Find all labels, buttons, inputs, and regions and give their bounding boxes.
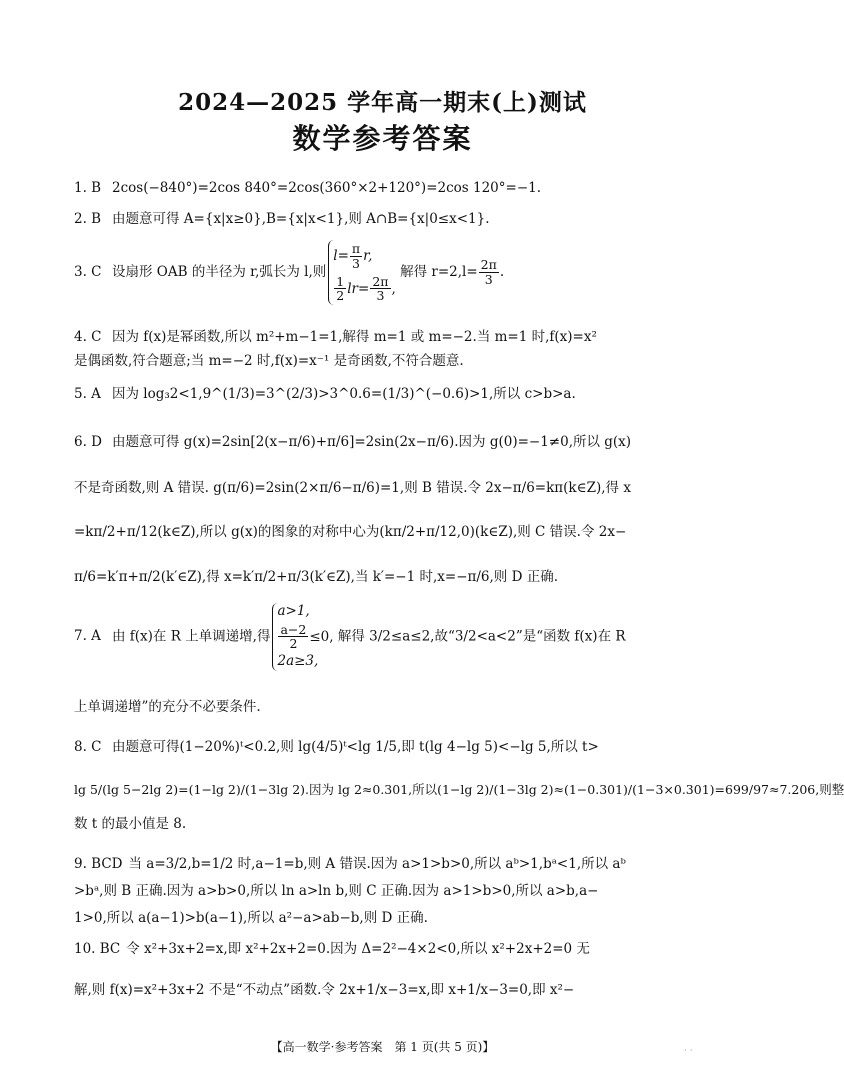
answer-text: 解得 r=2,l= [400, 264, 478, 280]
answer-number: 3. C [74, 264, 102, 280]
exam-title: 2024—2025 学年高一期末(上)测试 [178, 89, 587, 116]
answer-number: 8. C [74, 739, 102, 755]
answer-text: 令 x²+3x+2=x,即 x²+2x+2=0.因为 Δ=2²−4×2<0,所以 x²+2x+2=0 无 [126, 941, 590, 957]
answer-text-line: 1>0,所以 a(a−1)>b(a−1),所以 a²−a>ab−b,则 D 正确. [74, 910, 428, 926]
answer-text: 由题意可得(1−20%)ᵗ<0.2,则 lg(4/5)ᵗ<lg 1/5,即 t(lg 4−lg 5)<−lg 5,所以 t> [112, 739, 599, 755]
answer-text-line: >bᵃ,则 B 正确.因为 a>b>0,所以 ln a>ln b,则 C 正确.因为 a>1>b>0,所以 a>b,a− [74, 883, 599, 899]
answer-text-line: 数 t 的最小值是 8. [74, 816, 187, 832]
answer-item-2 [74, 207, 490, 227]
answer-text-line: lg 5/(lg 5−2lg 2)=(1−lg 2)/(1−3lg 2).因为 lg 2≈0.301,所以(1−lg 2)/(1−3lg 2)≈(1−0.301)/(1−3×0.301)=699/97≈7.206,则整 [74, 782, 844, 797]
answer-number: 9. BCD [74, 856, 123, 872]
answer-item-1 [74, 180, 541, 196]
answer-text: 由 f(x)在 R 上单调递增,得 [112, 628, 271, 645]
answer-text: 由题意可得 A={x|x≥0},B={x|x<1},则 A∩B={x|0≤x<1}. [112, 211, 490, 227]
answer-item-3: 3. C 设扇形 OAB 的半径为 r,弧长为 l,则 l= $\frac{\pi}{3}$ r, $\frac{1}{2}$ lr= $\frac{2\pi}{3}$ , 解得 r=2,l= $\frac{2\pi}{3}$ . [74, 241, 505, 304]
answer-item-7 [74, 603, 626, 671]
answer-text-line: 是偶函数,符合题意;当 m=−2 时,f(x)=x⁻¹ 是奇函数,不符合题意. [74, 353, 464, 369]
answer-text: 由题意可得 g(x)=2sin[2(x−π/6)+π/6]=2sin(2x−π/6).因为 g(0)=−1≠0,所以 g(x) [112, 434, 632, 450]
answer-key-title: 数学参考答案 [292, 122, 473, 155]
answer-text: 2cos(−840°)=2cos 840°=2cos(360°×2+120°)=2cos 120°=−1. [112, 180, 542, 196]
answer-text: 解得 3/2≤a≤2,故“3/2<a<2”是“函数 f(x)在 R [337, 628, 626, 645]
answer-text-line: π/6=k′π+π/2(k′∈Z),得 x=k′π/2+π/3(k′∈Z),当 k′=−1 时,x=−π/6,则 D 正确. [74, 569, 559, 585]
equation-system: l= $\frac{\pi}{3}$ r, $\frac{1}{2}$ lr= $\frac{2\pi}{3}$ , [328, 240, 396, 305]
answer-item-5 [74, 382, 576, 402]
answer-text: 因为 log₃2<1,9^(1/3)=3^(2/3)>3^0.6=(1/3)^(−0.6)>1,所以 c>b>a. [112, 386, 576, 402]
answer-number: 7. A [74, 628, 101, 645]
page-footer: 【高一数学·参考答案 第 1 页(共 5 页)】 [270, 1040, 495, 1054]
answer-text: 设扇形 OAB 的半径为 r,弧长为 l,则 [112, 264, 327, 280]
answer-number: 1. B [74, 180, 102, 196]
answer-item-6 [74, 430, 631, 450]
answer-item-4 [74, 325, 597, 345]
answer-number: 2. B [74, 211, 102, 227]
answer-text-line: 不是奇函数,则 A 错误. g(π/6)=2sin(2×π/6−π/6)=1,则 B 错误.令 2x−π/6=kπ(k∈Z),得 x [74, 480, 631, 496]
answer-text-line: 上单调递增”的充分不必要条件. [74, 699, 261, 715]
decorative-dots: · · [684, 1046, 693, 1056]
answer-text: 因为 f(x)是幂函数,所以 m²+m−1=1,解得 m=1 或 m=−2.当 m=1 时,f(x)=x² [112, 329, 597, 345]
answer-text: 当 a=3/2,b=1/2 时,a−1=b,则 A 错误.因为 a>1>b>0,所以 aᵇ>1,bᵃ<1,所以 aᵇ [128, 856, 626, 872]
answer-number: 10. BC [74, 941, 121, 957]
answer-number: 6. D [74, 434, 102, 450]
answer-text-line: =kπ/2+π/12(k∈Z),所以 g(x)的图象的对称中心为(kπ/2+π/12,0)(k∈Z),则 C 错误.令 2x− [74, 524, 627, 540]
equation-system: a>1, $\frac{a-2}{2}$ ≤0, 2a≥3, [272, 603, 333, 671]
answer-number: 5. A [74, 386, 101, 402]
answer-item-10 [74, 937, 590, 957]
answer-number: 4. C [74, 329, 102, 345]
answer-item-9 [74, 852, 626, 872]
answer-item-8 [74, 735, 599, 755]
answer-text-line: 解,则 f(x)=x²+3x+2 不是“不动点”函数.令 2x+1/x−3=x,即 x+1/x−3=0,即 x²− [74, 982, 575, 998]
